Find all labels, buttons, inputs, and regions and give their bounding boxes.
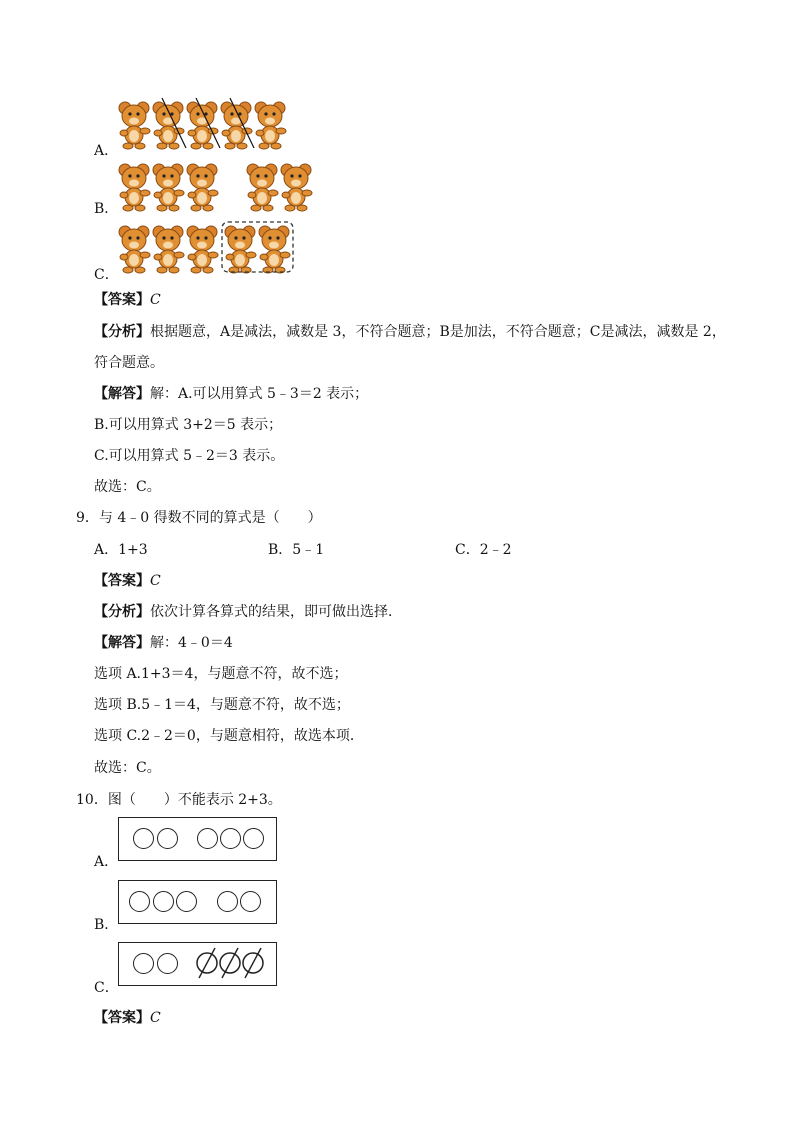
circle-icon xyxy=(153,891,174,912)
q9-answer xyxy=(94,570,161,590)
bear-icon xyxy=(153,226,184,273)
q9-option-b: B．5﹣1 xyxy=(268,542,325,558)
answer-value: C xyxy=(150,1010,161,1026)
q9-solution xyxy=(94,632,233,652)
option-letter: C． xyxy=(94,980,119,996)
analysis-tag: 【分析】 xyxy=(94,604,150,620)
q8-analysis xyxy=(94,321,726,341)
bear-icon xyxy=(119,226,150,273)
q10-option-c-box xyxy=(118,942,277,986)
circle-icon xyxy=(240,891,261,912)
q10-answer xyxy=(94,1007,161,1027)
bear-icon xyxy=(221,102,252,149)
circle-icon xyxy=(133,953,154,974)
circle-icon xyxy=(157,828,178,849)
option-letter: A． xyxy=(94,143,119,159)
bear-row-b xyxy=(116,158,326,214)
option-letter: B． xyxy=(94,917,119,933)
q9-solution-line4: 选项 C.2﹣2＝0，与题意相符，故选本项． xyxy=(94,728,364,744)
bear-icon xyxy=(153,164,184,211)
bear-icon xyxy=(255,102,286,149)
circle-icon xyxy=(243,828,264,849)
q10-question: 10．图（ ）不能表示 2+3。 xyxy=(76,792,282,808)
circle-icon xyxy=(176,891,197,912)
circle-icon xyxy=(220,828,241,849)
solution-tag: 【解答】 xyxy=(94,386,150,402)
circle-icon xyxy=(129,891,150,912)
bear-row-a xyxy=(116,96,296,152)
q9-question: 9．与 4﹣0 得数不同的算式是（ ） xyxy=(76,510,322,526)
answer-value: C xyxy=(150,292,161,308)
bear-icon xyxy=(187,102,218,149)
solution-text: 解：4﹣0＝4 xyxy=(150,635,233,651)
q8-answer xyxy=(94,289,161,309)
q9-conclusion: 故选：C。 xyxy=(94,760,161,776)
q8-solution-line2: B.可以用算式 3+2＝5 表示； xyxy=(94,417,283,433)
bear-icon xyxy=(187,226,218,273)
bear-icon xyxy=(225,226,256,273)
circle-icon xyxy=(157,953,178,974)
q10-option-b-box xyxy=(118,880,277,924)
q8-solution xyxy=(94,383,368,403)
answer-tag: 【答案】 xyxy=(94,573,150,589)
circle-icon xyxy=(217,891,238,912)
q8-solution-line3: C.可以用算式 5﹣2＝3 表示。 xyxy=(94,448,285,464)
q10-option-a-box xyxy=(118,817,277,861)
bear-icon xyxy=(119,164,150,211)
bear-row-c xyxy=(116,220,298,276)
bear-icon xyxy=(119,102,150,149)
option-letter: B． xyxy=(94,201,119,217)
bear-icon xyxy=(247,164,278,211)
q9-option-c: C．2﹣2 xyxy=(455,542,512,558)
crossed-circles xyxy=(193,947,271,981)
option-letter: A． xyxy=(94,854,119,870)
q9-analysis xyxy=(94,601,402,621)
q9-solution-line3: 选项 B.5﹣1＝4，与题意不符，故不选； xyxy=(94,697,350,713)
bear-icon xyxy=(153,102,184,149)
q8-conclusion: 故选：C。 xyxy=(94,479,161,495)
answer-tag: 【答案】 xyxy=(94,292,150,308)
q9-solution-line2: 选项 A.1+3＝4，与题意不符，故不选； xyxy=(94,666,348,682)
analysis-tag: 【分析】 xyxy=(94,324,150,340)
q8-analysis-cont: 符合题意。 xyxy=(94,355,164,371)
bear-icon xyxy=(259,226,290,273)
analysis-text: 根据题意，A是减法，减数是 3，不符合题意；B是加法，不符合题意；C是减法，减数是 2， xyxy=(150,324,726,340)
bear-icon xyxy=(281,164,312,211)
q9-option-a: A．1+3 xyxy=(94,542,148,558)
analysis-text: 依次计算各算式的结果，即可做出选择． xyxy=(150,604,402,620)
answer-value: C xyxy=(150,573,161,589)
solution-tag: 【解答】 xyxy=(94,635,150,651)
bear-icon xyxy=(187,164,218,211)
circle-icon xyxy=(133,828,154,849)
circle-icon xyxy=(197,828,218,849)
solution-text: 解：A.可以用算式 5﹣3＝2 表示； xyxy=(150,386,369,402)
answer-tag: 【答案】 xyxy=(94,1010,150,1026)
option-letter: C． xyxy=(94,267,119,283)
